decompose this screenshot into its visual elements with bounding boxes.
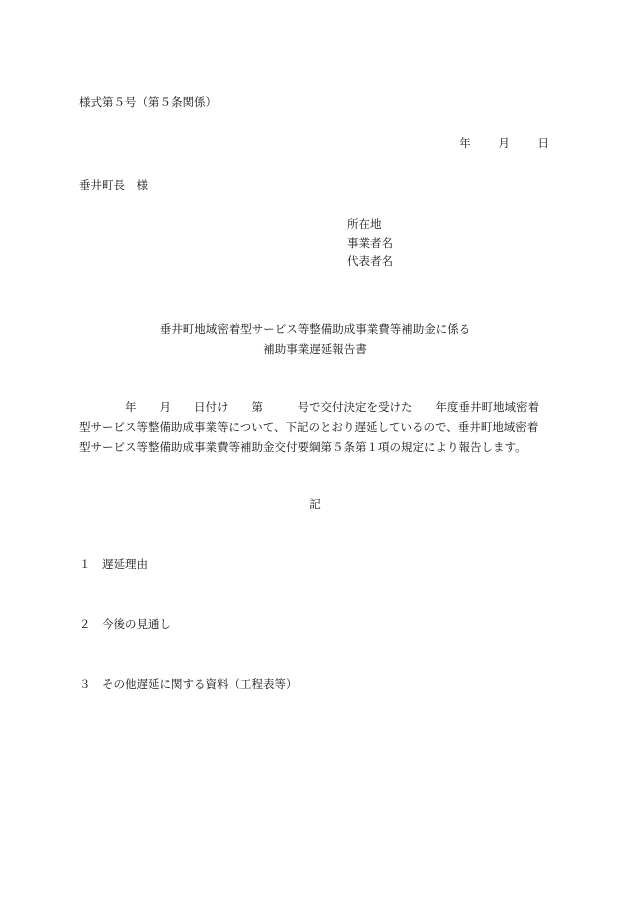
body-line-1: 年 月 日付け 第 号で交付決定を受けた 年度垂井町地域密着 (79, 400, 539, 414)
location-label: 所在地 (347, 217, 382, 231)
body-line-2: 型サービス等整備助成事業等について、下記のとおり遅延しているので、垂井町地域密着 (79, 420, 539, 434)
date-day-label: 日 (537, 136, 549, 150)
body-paragraph (79, 397, 555, 457)
item-label: 遅延理由 (102, 557, 148, 571)
body-line-3: 型サービス等整備助成事業費等補助金交付要綱第５条第１項の規定により報告します。 (79, 440, 527, 454)
title-line-1: 垂井町地域密着型サービス等整備助成事業費等補助金に係る (159, 322, 471, 336)
item-number: ３ (79, 677, 91, 691)
representative-label: 代表者名 (347, 254, 393, 268)
list-item (79, 679, 298, 691)
addressee: 垂井町長 様 (79, 178, 148, 192)
form-number: 様式第５号（第５条関係） (79, 95, 217, 109)
list-item (79, 559, 148, 571)
document-title (0, 319, 630, 359)
item-number: ２ (79, 617, 91, 631)
item-number: １ (79, 557, 91, 571)
applicant-block (347, 219, 393, 275)
item-label: その他遅延に関する資料（工程表等） (102, 677, 298, 691)
list-item (79, 619, 171, 631)
date-field (435, 138, 549, 150)
date-year-label: 年 (459, 136, 471, 150)
date-month-label: 月 (498, 136, 510, 150)
ki-heading: 記 (309, 497, 321, 511)
item-label: 今後の見通し (102, 617, 171, 631)
title-line-2: 補助事業遅延報告書 (263, 342, 367, 357)
business-name-label: 事業者名 (347, 235, 393, 250)
